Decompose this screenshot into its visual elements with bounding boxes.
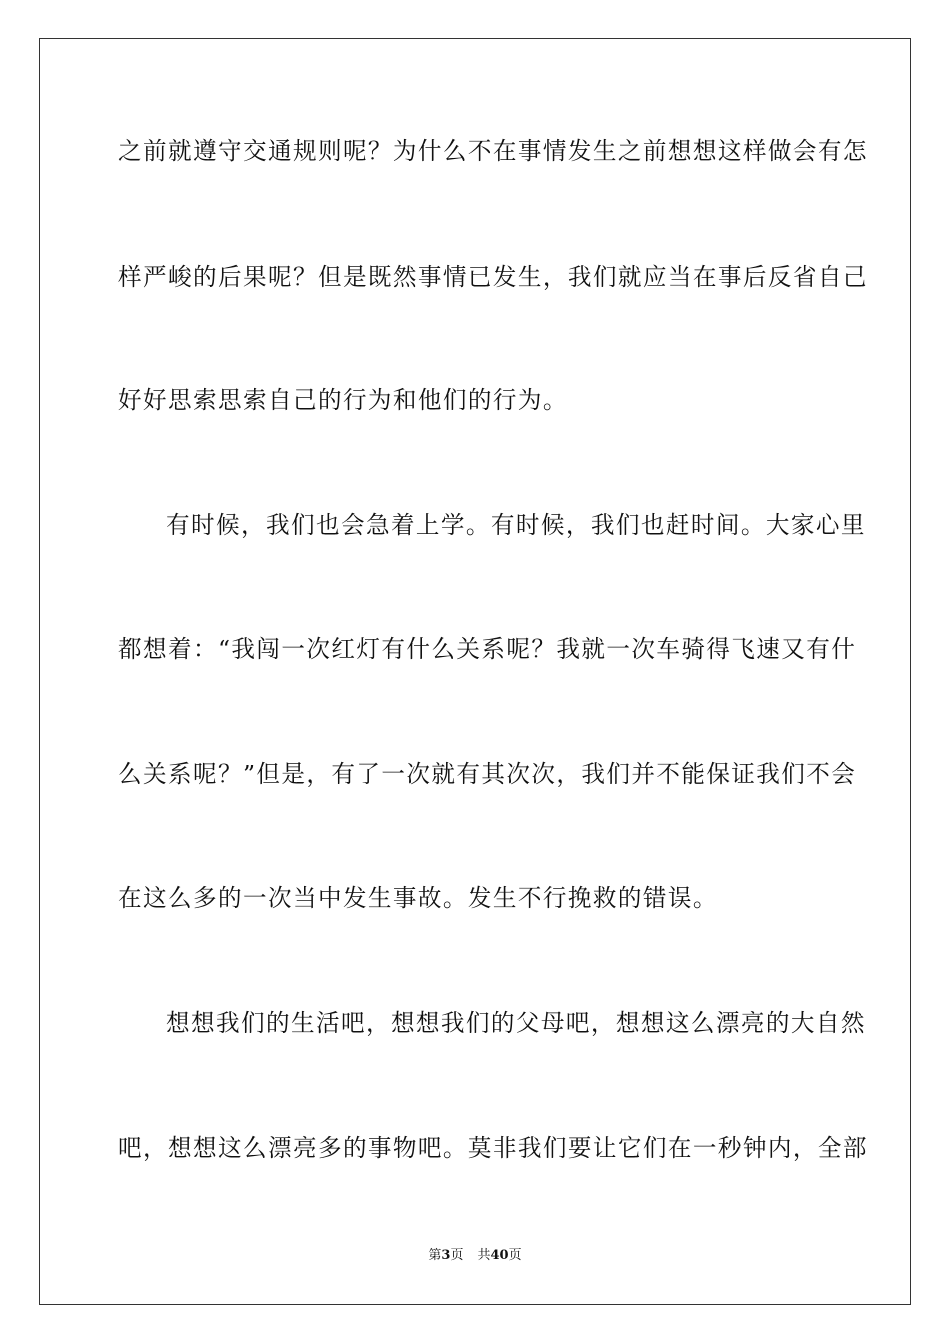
body-text-line: 好好思索思索自己的行为和他们的行为。 [118, 386, 568, 414]
body-text-line: 么关系呢？”但是，有了一次就有其次次，我们并不能保证我们不会 [118, 760, 857, 788]
page-suffix: 页 [450, 1248, 464, 1263]
total-suffix: 页 [508, 1248, 522, 1263]
body-text-line: 都想着：“我闯一次红灯有什么关系呢？我就一次车骑得飞速又有什 [118, 635, 857, 663]
total-pages: 40 [490, 1248, 509, 1263]
body-text-line: 样严峻的后果呢？但是既然事情已发生，我们就应当在事后反省自己 [118, 263, 868, 291]
page-prefix: 第 [428, 1248, 442, 1263]
body-text-line: 吧，想想这么漂亮多的事物吧。莫非我们要让它们在一秒钟内，全部 [118, 1134, 868, 1162]
page-border [39, 38, 911, 1305]
body-text-line: 有时候，我们也会急着上学。有时候，我们也赶时间。大家心里 [166, 511, 866, 539]
body-text-line: 想想我们的生活吧，想想我们的父母吧，想想这么漂亮的大自然 [166, 1009, 866, 1037]
body-text-line: 在这么多的一次当中发生事故。发生不行挽救的错误。 [118, 884, 718, 912]
page-number: 3 [441, 1248, 451, 1263]
total-prefix: 共 [477, 1248, 491, 1263]
body-text-line: 之前就遵守交通规则呢？为什么不在事情发生之前想想这样做会有怎 [118, 137, 868, 165]
page-footer [0, 1247, 950, 1265]
